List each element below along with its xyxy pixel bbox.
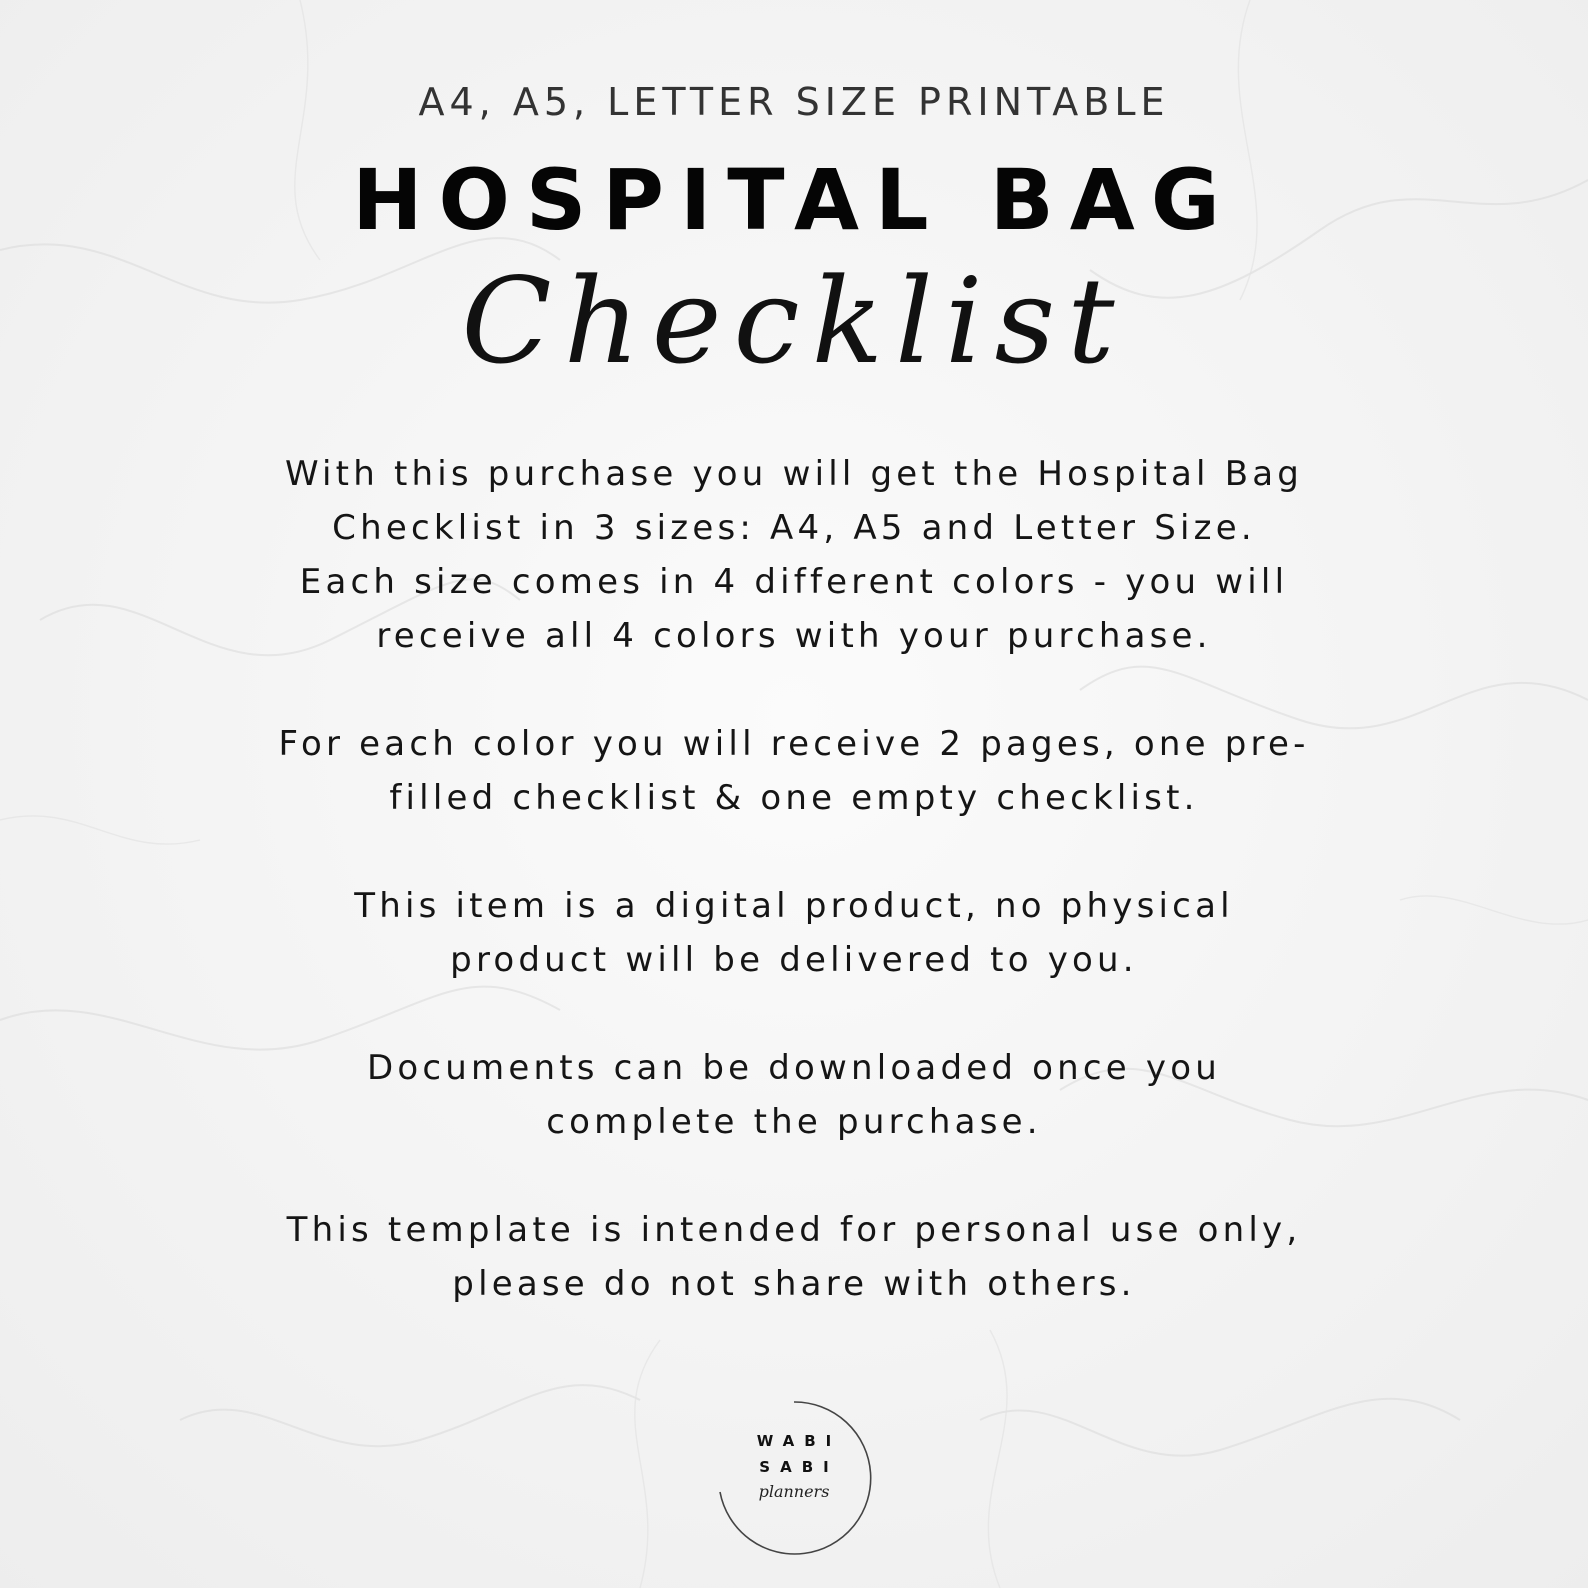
text-line: product will be delivered to you. [450, 940, 1138, 980]
paragraph-digital [120, 879, 1468, 987]
script-title: Checklist [461, 252, 1127, 390]
paragraph-download [120, 1041, 1468, 1149]
size-kicker: A4, A5, LETTER SIZE PRINTABLE [418, 80, 1170, 124]
text-line: complete the purchase. [546, 1102, 1042, 1142]
brand-logo [712, 1396, 876, 1560]
paragraph-personal-use [120, 1203, 1468, 1311]
text-line: receive all 4 colors with your purchase. [376, 616, 1212, 656]
text-line: This template is intended for personal use only, [286, 1210, 1302, 1250]
paragraph-sizes [120, 447, 1468, 663]
text-line: For each color you will receive 2 pages, one pre- [278, 724, 1310, 764]
text-line: filled checklist & one empty checklist. [389, 778, 1199, 818]
logo-word-sabi: SABI [759, 1458, 839, 1476]
text-line: Documents can be downloaded once you [366, 1048, 1221, 1088]
logo-ring-icon [712, 1396, 876, 1560]
description-body [120, 447, 1468, 1365]
logo-word-wabi: WABI [756, 1432, 842, 1450]
text-line: Each size comes in 4 different colors - you will [299, 562, 1289, 602]
text-line: With this purchase you will get the Hospital Bag [284, 454, 1304, 494]
text-line: Checklist in 3 sizes: A4, A5 and Letter Size. [332, 508, 1256, 548]
page-title: HOSPITAL BAG [352, 151, 1236, 249]
text-line: please do not share with others. [452, 1264, 1136, 1304]
text-line: This item is a digital product, no physical [354, 886, 1234, 926]
paragraph-pages [120, 717, 1468, 825]
logo-word-planners: planners [758, 1482, 830, 1501]
